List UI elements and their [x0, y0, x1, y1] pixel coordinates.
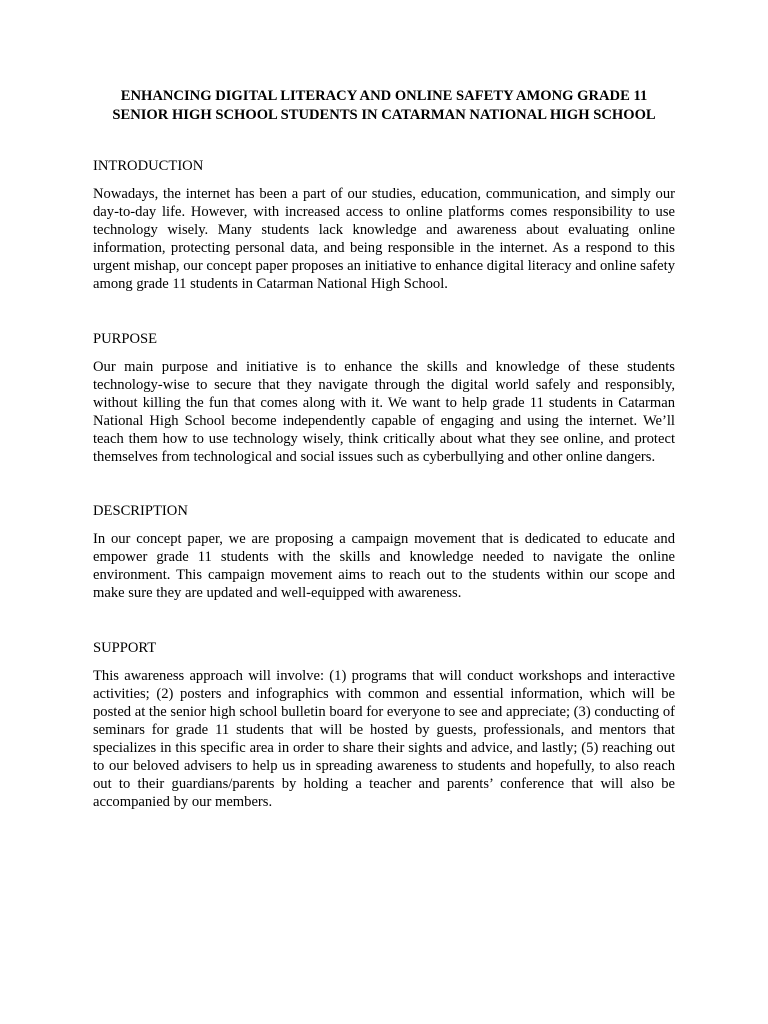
document-title-line-1: ENHANCING DIGITAL LITERACY AND ONLINE SAFETY AMONG GRADE 11	[120, 88, 648, 104]
section-heading-support: SUPPORT	[93, 639, 157, 656]
section-body-introduction: Nowadays, the internet has been a part of our studies, education, communication, and simply our day-to-day life. However, with increased access to online platforms comes responsibility to use technology wisely. Many students lack knowledge and awareness about evaluating online information, protecting personal data, and being responsible in the internet. As a respond to this urgent mishap, our concept paper proposes an initiative to enhance digital literacy and online safety among grade 11 students in Catarman National High School.	[93, 186, 675, 293]
section-body-support: This awareness approach will involve: (1) programs that will conduct workshops and interactive activities; (2) posters and infographics with common and essential information, which will be posted at the senior high school bulletin board for everyone to see and appreciate; (3) conducting of seminars for grade 11 students that will be hosted by guests, professionals, and mentors that specializes in this specific area in order to share their sights and advice, and lastly; (5) reaching out to our beloved advisers to help us in spreading awareness to students and hopefully, to also reach out to their guardians/parents by holding a teacher and parents’ conference that will also be accompanied by our members.	[93, 667, 675, 811]
section-body-description: In our concept paper, we are proposing a campaign movement that is dedicated to educate and empower grade 11 students with the skills and knowledge needed to navigate the online environment. This campaign movement aims to reach out to the students within our scope and make sure they are updated and well-equipped with awareness.	[93, 531, 675, 602]
document-page	[93, 87, 675, 811]
document-title	[93, 87, 675, 124]
section-heading-introduction: INTRODUCTION	[93, 158, 204, 174]
section-heading-purpose: PURPOSE	[93, 330, 158, 347]
section-body-purpose: Our main purpose and initiative is to enhance the skills and knowledge of these students technology-wise to secure that they navigate through the digital world safely and responsibly, without killing the fun that comes along with it. We want to help grade 11 students in Catarman National High School become independently capable of engaging and using the internet. We’ll teach them how to use technology wisely, think critically about what they see online, and protect themselves from technological and social issues such as cyberbullying and other online dangers.	[93, 358, 675, 466]
document-title-line-2: SENIOR HIGH SCHOOL STUDENTS IN CATARMAN NATIONAL HIGH SCHOOL	[112, 106, 656, 123]
section-heading-description: DESCRIPTION	[93, 503, 188, 520]
